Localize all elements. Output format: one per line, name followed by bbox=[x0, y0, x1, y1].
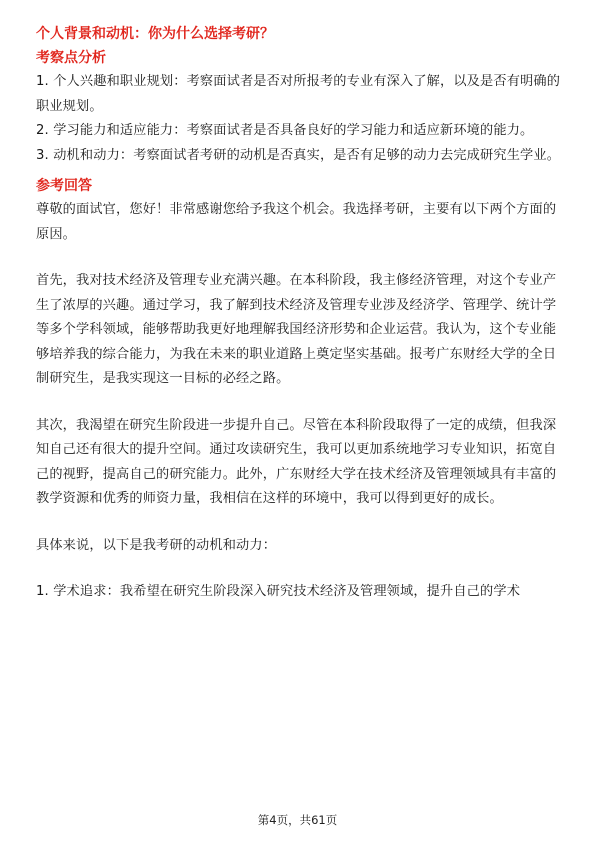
question-title: 个人背景和动机：你为什么选择考研？ bbox=[36, 26, 274, 42]
analysis-point: 2. 学习能力和适应能力：考察面试者是否具备良好的学习能力和适应新环境的能力。 bbox=[36, 123, 534, 138]
spacer bbox=[36, 247, 563, 269]
answer-paragraph: 尊敬的面试官，您好！非常感谢您给予我这个机会。我选择考研，主要有以下两个方面的原因。 bbox=[36, 202, 557, 242]
answer-paragraph: 1. 学术追求：我希望在研究生阶段深入研究技术经济及管理领域，提升自己的学术 bbox=[36, 584, 521, 599]
answer-paragraph: 具体来说，以下是我考研的动机和动力： bbox=[36, 537, 277, 553]
analysis-heading: 考察点分析 bbox=[36, 50, 106, 66]
analysis-point: 1. 个人兴趣和职业规划：考察面试者是否对所报考的专业有深入了解，以及是否有明确的职业规划。 bbox=[36, 74, 561, 114]
spacer bbox=[36, 558, 563, 580]
analysis-point: 3. 动机和动力：考察面试者考研的动机是否真实，是否有足够的动力去完成研究生学业。 bbox=[36, 147, 561, 163]
spacer bbox=[36, 392, 563, 414]
page-number-footer: 第4页，共61页 bbox=[257, 813, 338, 827]
answer-heading: 参考回答 bbox=[36, 178, 92, 194]
page-content bbox=[36, 22, 563, 605]
answer-paragraph: 首先，我对技术经济及管理专业充满兴趣。在本科阶段，我主修经济管理，对这个专业产生了浓厚的兴趣。通过学习，我了解到技术经济及管理专业涉及经济学、管理学、统计学等多个学科领域，能够帮助我更好地理解我国经济形势和企业运营。我认为，这个专业能够培养我的综合能力，为我在未来的职业道路上奠定坚实基础。报考广东财经大学的全日制研究生，是我实现这一目标的必经之路。 bbox=[36, 273, 557, 386]
answer-paragraph: 其次，我渴望在研究生阶段进一步提升自己。尽管在本科阶段取得了一定的成绩，但我深知自己还有很大的提升空间。通过攻读研究生，我可以更加系统地学习专业知识，拓宽自己的视野，提高自己的研究能力。此外，广东财经大学在技术经济及管理领域具有丰富的教学资源和优秀的师资力量，我相信在这样的环境中，我可以得到更好的成长。 bbox=[36, 417, 557, 506]
spacer bbox=[36, 512, 563, 534]
